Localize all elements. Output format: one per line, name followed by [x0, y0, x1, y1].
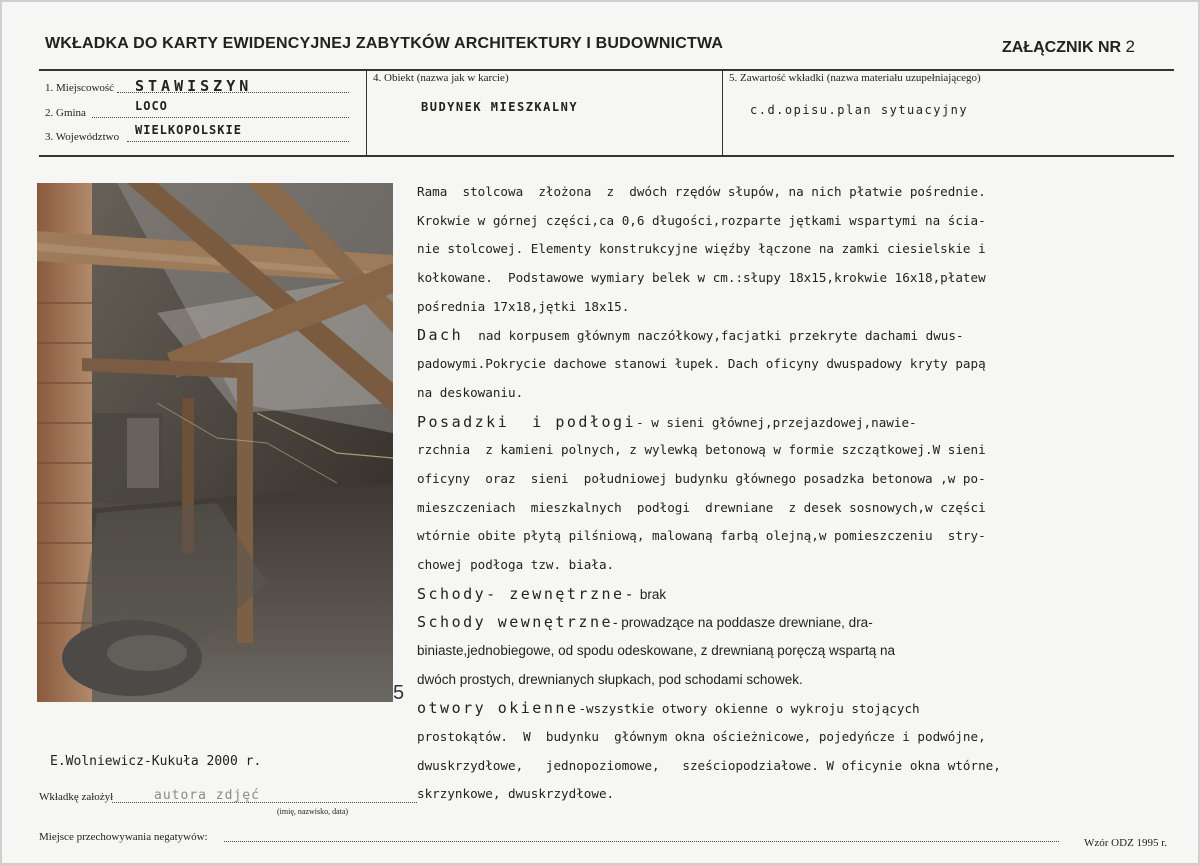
description-segment: -wszystkie otwory okienne o wykroju stojących: [578, 701, 920, 717]
description-segment: rzchnia z kamieni polnych, z wylewką betonową w formie szczątkowej.W sieni: [417, 442, 986, 458]
description-segment: dwuskrzydłowe, jednopoziomowe, sześciopodziałowe. W oficynie okna wtórne,: [417, 757, 1001, 773]
description-segment: skrzynkowe, dwuskrzydłowe.: [417, 786, 615, 802]
description-line: [417, 752, 1187, 781]
attachment-value: autora zdjęć: [154, 788, 260, 803]
content-label: 5. Zawartość wkładki (nazwa materiału uzupełniającego): [729, 72, 981, 84]
description-segment: nie stolcowej. Elementy konstrukcyjne więźby łączone na zamki ciesielskie i: [417, 241, 986, 257]
form-code: Wzór ODZ 1995 r.: [1084, 837, 1168, 849]
section-heading: otwory okienne: [417, 699, 579, 718]
section-heading: Schody wewnętrzne: [417, 613, 614, 632]
description-line: [417, 723, 1187, 752]
description-line: [417, 293, 1187, 322]
form-title: WKŁADKA DO KARTY EWIDENCYJNEJ ZABYTKÓW ARCHITEKTURY I BUDOWNICTWA: [45, 35, 724, 52]
description-segment: chowej podłoga tzw. biała.: [417, 556, 615, 572]
voivodeship-value: WIELKOPOLSKIE: [135, 123, 242, 137]
description-line: [417, 350, 1187, 379]
description-line: [417, 436, 1187, 465]
annex-label: [1002, 37, 1135, 57]
description-segment: brak: [636, 586, 667, 602]
description-segment: - w sieni głównej,przejazdowej,nawie-: [636, 414, 917, 430]
locality-value: STAWISZYN: [135, 77, 253, 95]
description-line: [417, 465, 1187, 494]
attic-photo: [37, 183, 393, 702]
description-segment: pośrednia 17x18,jętki 18x15.: [417, 298, 630, 314]
description-line: [417, 408, 1187, 437]
voivodeship-line: [127, 141, 349, 142]
commune-value: LOCO: [135, 99, 168, 113]
description-segment: wtórnie obite płytą pilśniową, malowaną farbą olejną,w pomieszczeniu stry-: [417, 528, 986, 544]
description-segment: - prowadzące na poddasze drewniane, dra-: [613, 615, 873, 631]
commune-line: [92, 117, 349, 118]
description-line: [417, 494, 1187, 523]
attic-photo-drawing: [37, 183, 393, 702]
attachment-line: [112, 802, 417, 803]
object-value: BUDYNEK MIESZKALNY: [421, 100, 579, 114]
section-heading: Dach: [417, 326, 464, 345]
object-label: 4. Obiekt (nazwa jak w karcie): [373, 72, 509, 84]
attachment-hint: (imię, nazwisko, data): [277, 807, 349, 816]
content-value: c.d.opisu.plan sytuacyjny: [750, 103, 969, 117]
description-line: [417, 551, 1187, 580]
negatives-line: [224, 841, 1059, 842]
section-heading: Posadzki i podłogi: [417, 412, 637, 431]
description-line: [417, 780, 1187, 809]
commune-label: 2. Gmina: [45, 107, 86, 119]
description-line: [417, 321, 1187, 350]
description-line: [417, 580, 1187, 609]
voivodeship-label: 3. Województwo: [45, 131, 120, 143]
description-line: [417, 522, 1187, 551]
photo-number: 5: [393, 682, 405, 704]
description-line: [417, 379, 1187, 408]
description-line: [417, 207, 1187, 236]
description-segment: nad korpusem głównym naczółkowy,facjatki przekryte dachami dwus-: [463, 328, 964, 344]
description-segment: prostokątów. W budynku głównym okna ościeżnicowe, pojedyńcze i podwójne,: [417, 729, 986, 745]
fields-rule: [39, 155, 1174, 157]
description-text: [417, 178, 1187, 809]
description-segment: na deskowaniu.: [417, 384, 524, 400]
column-separator: [722, 70, 723, 155]
description-segment: dwóch prostych, drewnianych słupkach, pod schodami schowek.: [417, 671, 803, 687]
description-line: [417, 666, 1187, 695]
header-rule: [39, 69, 1174, 71]
locality-label: 1. Miejscowość: [45, 82, 115, 94]
description-line: [417, 608, 1187, 637]
description-segment: kołkowane. Podstawowe wymiary belek w cm.:słupy 18x15,krokwie 16x18,płatew: [417, 270, 986, 286]
negatives-label: Miejsce przechowywania negatywów:: [39, 831, 208, 843]
section-heading: Schody- zewnętrzne-: [417, 584, 637, 603]
description-segment: oficyny oraz sieni południowej budynku głównego posadzka betonowa ,w po-: [417, 470, 986, 486]
description-segment: padowymi.Pokrycie dachowe stanowi łupek. Dach oficyny dwuspadowy kryty papą: [417, 356, 986, 372]
description-segment: mieszczeniach mieszkalnych podłogi drewniane z desek sosnowych,w części: [417, 499, 986, 515]
description-segment: Rama stolcowa złożona z dwóch rzędów słupów, na nich płatwie pośrednie.: [417, 184, 986, 199]
description-segment: biniaste,jednobiegowe, od spodu odeskowane, z drewnianą poręczą wspartą na: [417, 643, 896, 658]
description-line: [417, 235, 1187, 264]
annex-number: 2: [1125, 37, 1136, 56]
description-line: [417, 694, 1187, 723]
description-line: [417, 178, 1187, 207]
description-line: [417, 264, 1187, 293]
column-separator: [366, 70, 367, 155]
description-line: [417, 637, 1187, 666]
attachment-label: Wkładkę założył: [39, 791, 114, 803]
photo-credit: E.Wolniewicz-Kukuła 2000 r.: [50, 754, 262, 769]
annex-label-text: ZAŁĄCZNIK NR: [1002, 39, 1122, 56]
description-segment: Krokwie w górnej części,ca 0,6 długości,rozparte jętkami wspartymi na ścia-: [417, 212, 986, 228]
